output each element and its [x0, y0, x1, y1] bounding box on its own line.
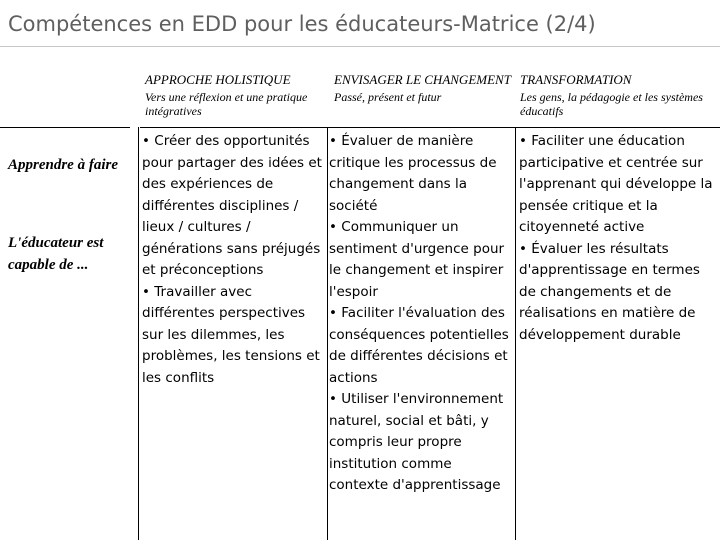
competence-item: • Communiquer un sentiment d'urgence pour le changement et inspirer l'espoir	[329, 217, 515, 303]
column-header-subtitle: Les gens, la pédagogie et les systèmes éducatifs	[520, 90, 703, 118]
cell-changement	[329, 131, 515, 497]
column-header-holistique	[145, 72, 330, 118]
column-separator	[138, 127, 139, 540]
column-header-subtitle: Vers une réflexion et une pratique intégratives	[145, 90, 308, 118]
column-header-changement	[334, 72, 514, 104]
row-label-educateur: L'éducateur est capable de ...	[8, 235, 104, 273]
column-separator	[327, 127, 328, 540]
competence-item: • Évaluer de manière critique les processus de changement dans la société	[329, 131, 515, 217]
cell-transformation	[519, 131, 718, 346]
cell-holistique	[142, 131, 327, 389]
column-header-transformation	[520, 72, 716, 118]
competence-item: • Évaluer les résultats d'apprentissage en termes de changements et de réalisations en matière de développement durable	[519, 239, 718, 347]
column-header-title: ENVISAGER LE CHANGEMENT	[334, 72, 511, 87]
competence-item: • Travailler avec différentes perspectives sur les dilemmes, les problèmes, les tensions et les conflits	[142, 282, 327, 390]
row-label-top-rule	[0, 127, 130, 128]
header-bottom-rule	[140, 127, 720, 128]
slide-title: Compétences en EDD pour les éducateurs-Matrice (2/4)	[8, 12, 596, 36]
column-header-title: APPROCHE HOLISTIQUE	[145, 72, 291, 87]
title-divider	[0, 46, 720, 47]
competence-item: • Utiliser l'environnement naturel, social et bâti, y compris leur propre institution comme contexte d'apprentissage	[329, 389, 515, 497]
column-separator	[515, 127, 516, 540]
column-header-title: TRANSFORMATION	[520, 72, 632, 87]
competence-item: • Faciliter une éducation participative et centrée sur l'apprenant qui développe la pensée critique et la citoyenneté active	[519, 131, 718, 239]
column-header-subtitle: Passé, présent et futur	[334, 90, 442, 104]
competence-item: • Faciliter l'évaluation des conséquences potentielles de différentes décisions et actions	[329, 303, 515, 389]
row-label-apprendre: Apprendre à faire	[8, 157, 118, 173]
competence-item: • Créer des opportunités pour partager des idées et des expériences de différentes disciplines / lieux / cultures / générations sans préjugés et préconceptions	[142, 131, 327, 282]
